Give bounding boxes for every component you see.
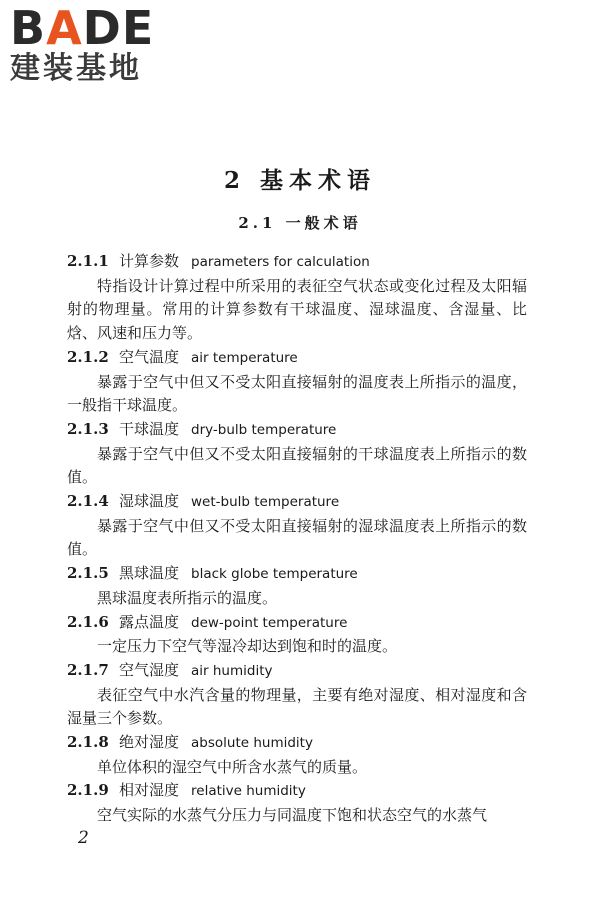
term-entry	[67, 562, 527, 610]
term-number: 2.1.9	[67, 781, 109, 800]
term-chinese: 露点温度	[119, 612, 180, 631]
term-chinese: 相对湿度	[119, 781, 180, 800]
term-definition: 表征空气中水汽含量的物理量，主要有绝对湿度、相对湿度和含湿量三个参数。	[67, 685, 527, 728]
term-english: wet-bulb temperature	[191, 494, 340, 511]
term-number: 2.1.6	[67, 612, 109, 631]
term-heading	[67, 346, 527, 371]
term-chinese: 干球温度	[119, 419, 180, 438]
chapter-title: 2 基本术语	[223, 167, 376, 194]
term-english: dry-bulb temperature	[191, 421, 337, 438]
term-chinese: 湿球温度	[119, 492, 180, 511]
term-definition: 一定压力下空气等湿冷却达到饱和时的温度。	[97, 637, 398, 656]
term-number: 2.1.2	[67, 347, 109, 366]
term-english: air humidity	[191, 662, 273, 679]
term-number: 2.1.7	[67, 660, 109, 679]
page-number: 2	[78, 828, 89, 848]
term-definition: 黑球温度表所指示的温度。	[97, 588, 278, 607]
term-definition: 暴露于空气中但又不受太阳直接辐射的干球温度表上所指示的数值。	[67, 444, 527, 487]
term-entry	[67, 346, 527, 418]
term-english: parameters for calculation	[191, 254, 370, 270]
term-english: black globe temperature	[191, 566, 358, 583]
term-chinese: 空气湿度	[119, 660, 180, 679]
term-number: 2.1.8	[67, 733, 109, 752]
term-chinese: 空气温度	[119, 347, 180, 366]
term-heading	[67, 418, 527, 443]
terms-list	[67, 250, 527, 828]
logo-subtitle: 建装基地	[10, 51, 142, 86]
term-heading	[67, 562, 527, 587]
term-heading	[67, 250, 527, 275]
term-number: 2.1.4	[67, 492, 109, 511]
term-entry	[67, 731, 527, 779]
brand-logo	[10, 1, 180, 86]
term-english: air temperature	[191, 349, 298, 366]
term-entry	[67, 611, 527, 659]
term-heading	[67, 611, 527, 636]
term-entry	[67, 418, 527, 490]
term-english: relative humidity	[191, 783, 306, 800]
term-heading	[67, 731, 527, 756]
term-english: dew-point temperature	[191, 614, 348, 631]
section-title: 2.1 一般术语	[238, 214, 362, 232]
term-english: absolute humidity	[191, 735, 313, 752]
term-entry	[67, 659, 527, 731]
term-number: 2.1.5	[67, 564, 109, 583]
term-heading	[67, 659, 527, 684]
term-entry	[67, 250, 527, 346]
term-chinese: 黑球温度	[119, 564, 180, 583]
term-definition: 特指设计计算过程中所采用的表征空气状态或变化过程及太阳辐射的物理量。常用的计算参数有干球温度、湿球温度、含湿量、比焓、风速和压力等。	[67, 276, 527, 343]
term-definition: 空气实际的水蒸气分压力与同温度下饱和状态空气的水蒸气	[97, 806, 488, 825]
logo-wordmark: BADE	[10, 1, 155, 55]
term-chinese: 计算参数	[119, 252, 180, 270]
term-number: 2.1.1	[67, 252, 109, 270]
term-definition: 单位体积的湿空气中所含水蒸气的质量。	[97, 757, 368, 776]
term-chinese: 绝对湿度	[119, 733, 180, 752]
term-definition: 暴露于空气中但又不受太阳直接辐射的温度表上所指示的温度，一般指干球温度。	[67, 372, 527, 415]
term-heading	[67, 779, 527, 804]
term-definition: 暴露于空气中但又不受太阳直接辐射的湿球温度表上所指示的数值。	[67, 516, 527, 559]
term-heading	[67, 490, 527, 515]
term-entry	[67, 779, 527, 827]
term-number: 2.1.3	[67, 419, 109, 438]
term-entry	[67, 490, 527, 562]
